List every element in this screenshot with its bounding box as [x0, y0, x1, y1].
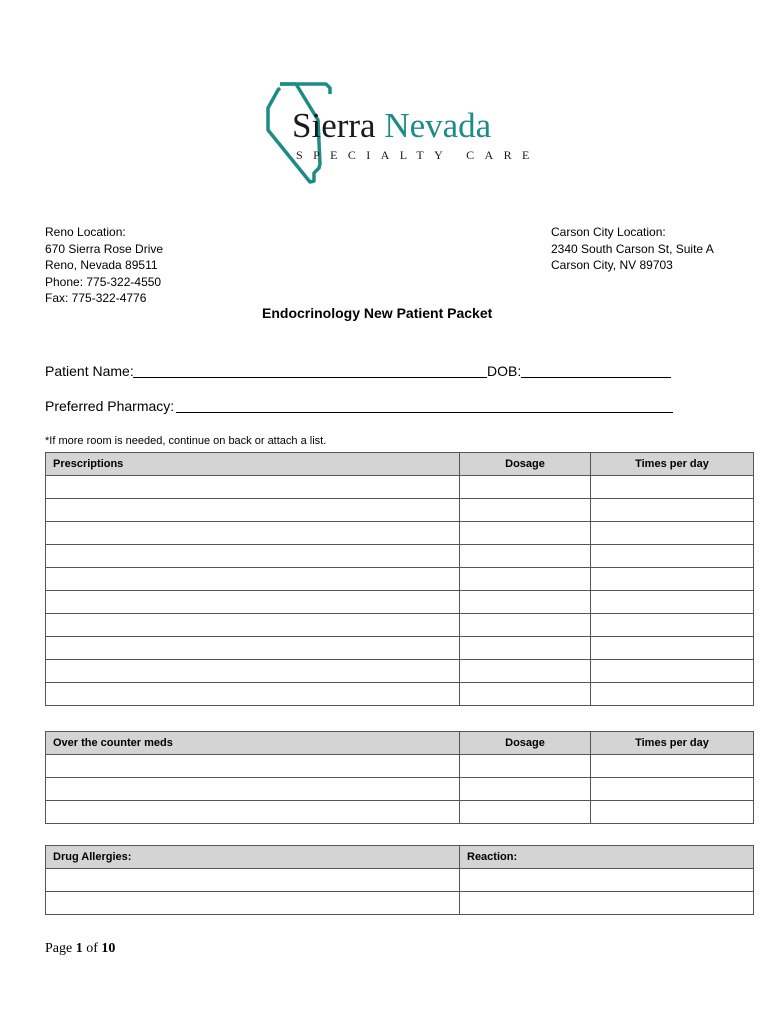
dob-field[interactable]: [521, 377, 671, 378]
table-cell[interactable]: [460, 778, 591, 801]
table-cell[interactable]: [46, 637, 460, 660]
logo-word-sierra: Sierra: [292, 106, 376, 145]
table-cell[interactable]: [460, 892, 754, 915]
table-cell[interactable]: [460, 614, 591, 637]
table-cell[interactable]: [460, 869, 754, 892]
carson-heading: Carson City Location:: [551, 225, 666, 239]
patient-name-label: Patient Name:: [45, 363, 134, 379]
dob-label: DOB:: [487, 363, 522, 379]
page-number: [45, 941, 115, 957]
table-row: [46, 801, 754, 824]
reno-heading: Reno Location:: [45, 225, 126, 239]
table-header-row: [46, 453, 754, 476]
table-cell[interactable]: [591, 614, 754, 637]
times-per-day-header: Times per day: [591, 453, 754, 476]
reno-address: [45, 224, 163, 307]
table-cell[interactable]: [460, 476, 591, 499]
logo-title: [292, 107, 491, 145]
prescriptions-table: [45, 452, 754, 706]
table-row: [46, 869, 754, 892]
table-cell[interactable]: [460, 801, 591, 824]
reno-fax: Fax: 775-322-4776: [45, 291, 147, 305]
logo: [262, 80, 540, 185]
table-cell[interactable]: [460, 522, 591, 545]
reaction-header: Reaction:: [460, 846, 754, 869]
drug-allergies-header: Drug Allergies:: [46, 846, 460, 869]
table-row: [46, 778, 754, 801]
table-cell[interactable]: [46, 892, 460, 915]
table-cell[interactable]: [46, 869, 460, 892]
table-cell[interactable]: [46, 660, 460, 683]
table-cell[interactable]: [460, 568, 591, 591]
table-row: [46, 660, 754, 683]
table-row: [46, 522, 754, 545]
table-cell[interactable]: [591, 522, 754, 545]
table-row: [46, 755, 754, 778]
page-current: 1: [75, 941, 83, 956]
table-cell[interactable]: [591, 801, 754, 824]
table-cell[interactable]: [591, 660, 754, 683]
pharmacy-field[interactable]: [176, 412, 673, 413]
carson-city: Carson City, NV 89703: [551, 258, 673, 272]
table-cell[interactable]: [46, 568, 460, 591]
drug-allergies-table: [45, 845, 754, 915]
table-cell[interactable]: [460, 637, 591, 660]
times-per-day-header: Times per day: [591, 732, 754, 755]
table-cell[interactable]: [591, 568, 754, 591]
dosage-header: Dosage: [460, 453, 591, 476]
table-cell[interactable]: [46, 499, 460, 522]
table-cell[interactable]: [46, 522, 460, 545]
table-cell[interactable]: [460, 755, 591, 778]
table-header-row: [46, 732, 754, 755]
table-cell[interactable]: [591, 683, 754, 706]
table-row: [46, 499, 754, 522]
table-cell[interactable]: [460, 660, 591, 683]
table-cell[interactable]: [46, 801, 460, 824]
prescriptions-header: Prescriptions: [46, 453, 460, 476]
table-row: [46, 591, 754, 614]
page-of: of: [86, 941, 98, 956]
table-cell[interactable]: [46, 683, 460, 706]
table-row: [46, 892, 754, 915]
table-cell[interactable]: [591, 755, 754, 778]
patient-name-field[interactable]: [133, 377, 487, 378]
dosage-header: Dosage: [460, 732, 591, 755]
reno-street: 670 Sierra Rose Drive: [45, 241, 164, 256]
table-cell[interactable]: [46, 614, 460, 637]
table-row: [46, 476, 754, 499]
reno-city: Reno, Nevada 89511: [45, 258, 158, 272]
table-cell[interactable]: [460, 499, 591, 522]
table-cell[interactable]: [591, 637, 754, 660]
table-cell[interactable]: [591, 476, 754, 499]
table-row: [46, 637, 754, 660]
table-row: [46, 683, 754, 706]
carson-street: 2340 South Carson St, Suite A: [551, 241, 714, 256]
table-cell[interactable]: [46, 545, 460, 568]
table-cell[interactable]: [46, 778, 460, 801]
table-cell[interactable]: [460, 545, 591, 568]
logo-subtitle: SPECIALTY CARE: [296, 148, 540, 162]
reno-phone: Phone: 775-322-4550: [45, 274, 162, 289]
table-cell[interactable]: [591, 778, 754, 801]
table-row: [46, 614, 754, 637]
table-cell[interactable]: [591, 591, 754, 614]
otc-meds-table: [45, 731, 754, 824]
table-cell[interactable]: [46, 755, 460, 778]
page-title: Endocrinology New Patient Packet: [262, 305, 493, 321]
table-header-row: [46, 846, 754, 869]
table-cell[interactable]: [591, 499, 754, 522]
page-word: Page: [45, 941, 73, 956]
logo-word-nevada: Nevada: [384, 106, 492, 145]
table-cell[interactable]: [591, 545, 754, 568]
table-row: [46, 568, 754, 591]
page-total: 10: [101, 941, 116, 956]
table-cell[interactable]: [460, 591, 591, 614]
table-cell[interactable]: [46, 476, 460, 499]
table-row: [46, 545, 754, 568]
otc-meds-header: Over the counter meds: [46, 732, 460, 755]
pharmacy-label: Preferred Pharmacy:: [45, 398, 175, 414]
carson-address: [551, 224, 714, 274]
table-cell[interactable]: [460, 683, 591, 706]
table-cell[interactable]: [46, 591, 460, 614]
continuation-note: *If more room is needed, continue on back or attach a list.: [45, 435, 327, 447]
